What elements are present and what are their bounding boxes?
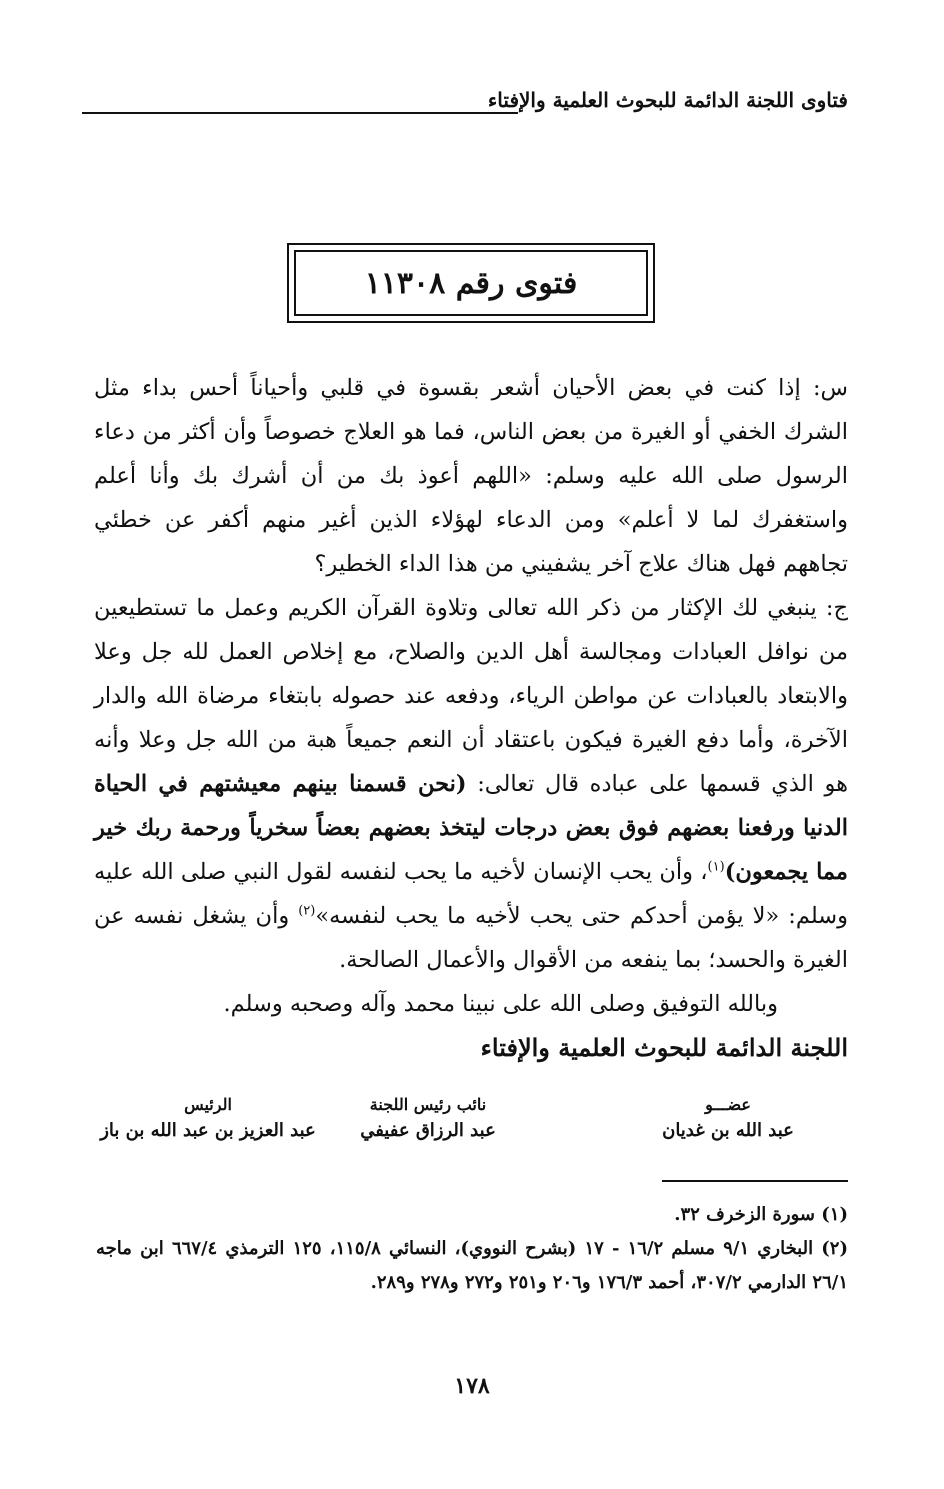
running-header-text: فتاوى اللجنة الدائمة للبحوث العلمية والإفتاء <box>487 88 848 112</box>
committee-name: اللجنة الدائمة للبحوث العلمية والإفتاء <box>480 1033 848 1062</box>
answer-text-1: ج: ينبغي لك الإكثار من ذكر الله تعالى وتلاوة القرآن الكريم وعمل ما تستطيعين من نوافل العبادات ومجالسة أهل الدين والصلاح، مع إخلاص العمل لله جل وعلا والابتعاد بالعبادات عن مواطن الرياء، ودفعه عند حصوله بابتغاء مرضاة الله والدار الآخرة، وأما دفع الغيرة فيكون باعتقاد أن النعم جميعاً هبة من الله جل وعلا وأنه هو الذي قسمها على عباده قال تعالى: <box>94 595 848 797</box>
footnote-separator <box>662 1180 848 1182</box>
signature-name: عبد الرزاق عفيفي <box>360 1120 496 1141</box>
footnote-ref-2: (٢) <box>298 903 316 919</box>
running-header <box>82 88 848 122</box>
signature-name: عبد العزيز بن عبد الله بن باز <box>100 1120 316 1141</box>
quran-verse: (نحن قسمنا بينهم معيشتهم في الحياة الدنيا ورفعنا بعضهم فوق بعض درجات ليتخذ بعضهم بعضاً سخرياً ورحمة ربك خير مما يجمعون) <box>94 771 848 885</box>
signature-role: عضـــو <box>705 1095 751 1114</box>
signature-role: الرئيس <box>184 1095 232 1114</box>
answer-paragraph <box>94 586 848 982</box>
answer-text-3: وأن يشغل نفسه عن الغيرة والحسد؛ بما ينفعه من الأقوال والأعمال الصالحة. <box>94 903 848 973</box>
footnote-1: (١) سورة الزخرف ٣٢. <box>674 1204 848 1225</box>
footnote-2: (٢) البخاري ٩/١ مسلم ١٦/٢ - ١٧ (بشرح النووي)، النسائي ١١٥/٨، ١٢٥ الترمذي ٦٦٧/٤ ابن ماجه ٢٦/١ الدارمي ٣٠٧/٢، أحمد ١٧٦/٣ و٢٠٦ و٢٥١ و٢٧٢ و٢٧٨ و٢٨٩. <box>96 1238 848 1293</box>
fatwa-body <box>94 366 848 1070</box>
answer-text-2: ، وأن يحب الإنسان لأخيه ما يحب لنفسه لقول النبي صلى الله عليه وسلم: «لا يؤمن أحدكم حتى يحب لأخيه ما يحب لنفسه» <box>94 859 848 929</box>
signature-president <box>88 1094 328 1146</box>
signature-deputy <box>308 1094 548 1146</box>
question-paragraph: س: إذا كنت في بعض الأحيان أشعر بقسوة في قلبي وأحياناً أحس بداء مثل الشرك الخفي أو الغيرة من بعض الناس، فما هو العلاج خصوصاً وأن أكثر من دعاء الرسول صلى الله عليه وسلم: «اللهم أعوذ بك من أن أشرك بك وأنا أعلم واستغفرك لما لا أعلم» ومن الدعاء لهؤلاء الذين أغير منهم أكفر عن خطئي تجاههم فهل هناك علاج آخر يشفيني من هذا الداء الخطير؟ <box>94 375 848 577</box>
closing-line: وبالله التوفيق وصلى الله على نبينا محمد وآله وصحبه وسلم. <box>223 991 778 1017</box>
header-rule <box>82 112 518 114</box>
signature-member <box>608 1094 848 1146</box>
signature-name: عبد الله بن غديان <box>662 1120 794 1141</box>
footnote-ref-1: (١) <box>707 859 725 875</box>
signature-role: نائب رئيس اللجنة <box>369 1095 487 1114</box>
fatwa-title-box <box>294 250 648 316</box>
fatwa-title: فتوى رقم ١١٣٠٨ <box>364 265 578 301</box>
page-number: ١٧٨ <box>454 1373 490 1399</box>
signatures-block <box>100 1094 848 1154</box>
footnotes <box>96 1198 848 1300</box>
